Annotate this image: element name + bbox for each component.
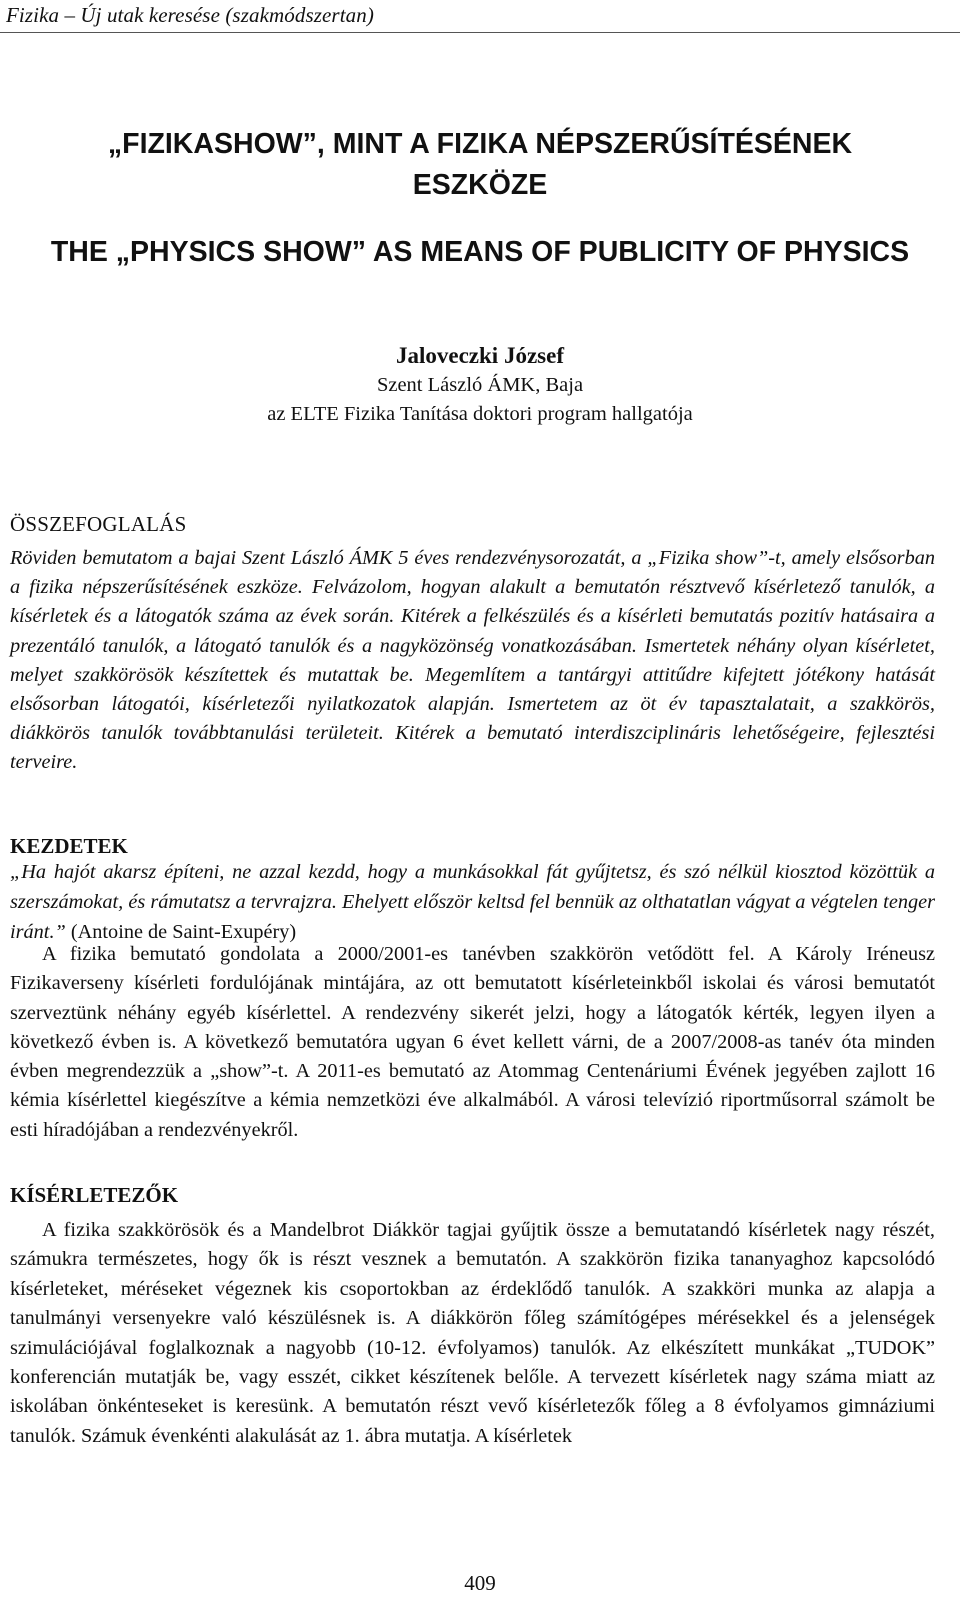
author-affiliation-1: Szent László ÁMK, Baja: [376, 374, 584, 396]
running-head: Fizika – Új utak keresése (szakmódszertan): [6, 3, 374, 27]
abstract-heading: ÖSSZEFOGLALÁS: [10, 512, 187, 536]
kezdetek-body: A fizika bemutató gondolata a 2000/2001-es tanévben szakkörön vetődött fel. A Károly Iréneusz Fizikaverseny kísérleti fordulójának mintájára, az ott bemutatott kísérleteinkből iskolai és városi bemutatót szerveztünk néhány egyéb kísérlettel. A rendezvény sikerét jelzi, hogy a látogatók kérték, legyen ilyen a következő évben is. A következő bemutatóra ugyan 6 évet kellett várni, de a 2007/2008-as tanév óta minden évben megrendezzük a „show”-t. A 2011-es bemutató az Atommag Centenáriumi Évének jegyében zajlott 16 kémia kísérlettel kiegészítve a kémia nemzetközi éve alkalmából. A városi televízió riportműsorral számolt be esti híradójában a rendezvényekről.: [10, 943, 935, 1141]
author-block: [0, 341, 960, 429]
quote-text: „Ha hajót akarsz építeni, ne azzal kezdd, hogy a munkásokkal fát gyűjtetsz, és szó nélkül kiosztod közöttük a szerszámokat, és rámutatsz a tervrajzra. Ehelyett először keltsd fel bennük az olthatatlan vágyat a végtelen tenger iránt.”: [10, 861, 935, 943]
header-rule: [0, 32, 960, 33]
author-affiliation-2: az ELTE Fizika Tanítása doktori program hallgatója: [267, 403, 693, 425]
section-heading-kiserletezok: KÍSÉRLETEZŐK: [10, 1183, 179, 1207]
section-heading-kezdetek: KEZDETEK: [10, 834, 128, 858]
title-english: THE „PHYSICS SHOW” AS MEANS OF PUBLICITY OF PHYSICS: [50, 236, 910, 268]
page-number: 409: [464, 1571, 496, 1595]
quote-author: (Antoine de Saint-Exupéry): [70, 920, 297, 943]
title-hungarian: „FIZIKASHOW”, MINT A FIZIKA NÉPSZERŰSÍTÉSÉNEK ESZKÖZE: [107, 128, 853, 201]
author-name: Jaloveczki József: [396, 343, 564, 368]
kiserletezok-body: A fizika szakkörösök és a Mandelbrot Diákkör tagjai gyűjtik össze a bemutatandó kísérletek nagy részét, számukra természetes, hogy ők is részt vesznek a bemutatón. A szakkörön fizika tananyaghoz kapcsolódó kísérleteket, méréseket végeznek kis csoportokban az érdeklődő tanulók. A szakköri munka az alapja a tanulmányi versenyekre való készülésnek is. A diákkörön főleg számítógépes mérésekkel és a jelenségek szimulációjával foglalkoznak a nagyobb (10-12. évfolyamos) tanulók. Az elkészített munkákat „TUDOK” konferencián mutatják be, vagy esszét, cikket készítenek belőle. A tervezett kísérletek nagy száma miatt az iskolában önkénteseket is keresünk. A bemutatón részt vevő kísérletezők főleg a 8 évfolyamos gimnáziumi tanulók. Számuk évenkénti alakulását az 1. ábra mutatja. A kísérletek: [10, 1219, 935, 1447]
abstract-text: Röviden bemutatom a bajai Szent László ÁMK 5 éves rendezvénysorozatát, a „Fizika show”-t, amely elsősorban a fizika népszerűsítésének eszköze. Felvázolom, hogyan alakult a bemutatón résztvevő kísérletező tanulók, a kísérletek és a látogatók száma az évek során. Kitérek a felkészülés és a kísérleti bemutatás pozitív hatásaira a prezentáló tanulók, a látogató tanulók és a nagyközönség vonatkozásában. Ismertetek néhány olyan kísérletet, melyet szakkörösök készítettek és mutattak be. Megemlítem a tantárgyi attitűdre kifejtett jótékony hatását elsősorban látogatói, kísérletezői nyilatkozatok alapján. Ismertetem az öt év tapasztalatait, a szakkörös, diákkörös tanulók továbbtanulási területeit. Kitérek a bemutató interdiszciplináris lehetőségeire, fejlesztési terveire.: [10, 547, 935, 774]
epigraph-quote: [10, 858, 935, 947]
